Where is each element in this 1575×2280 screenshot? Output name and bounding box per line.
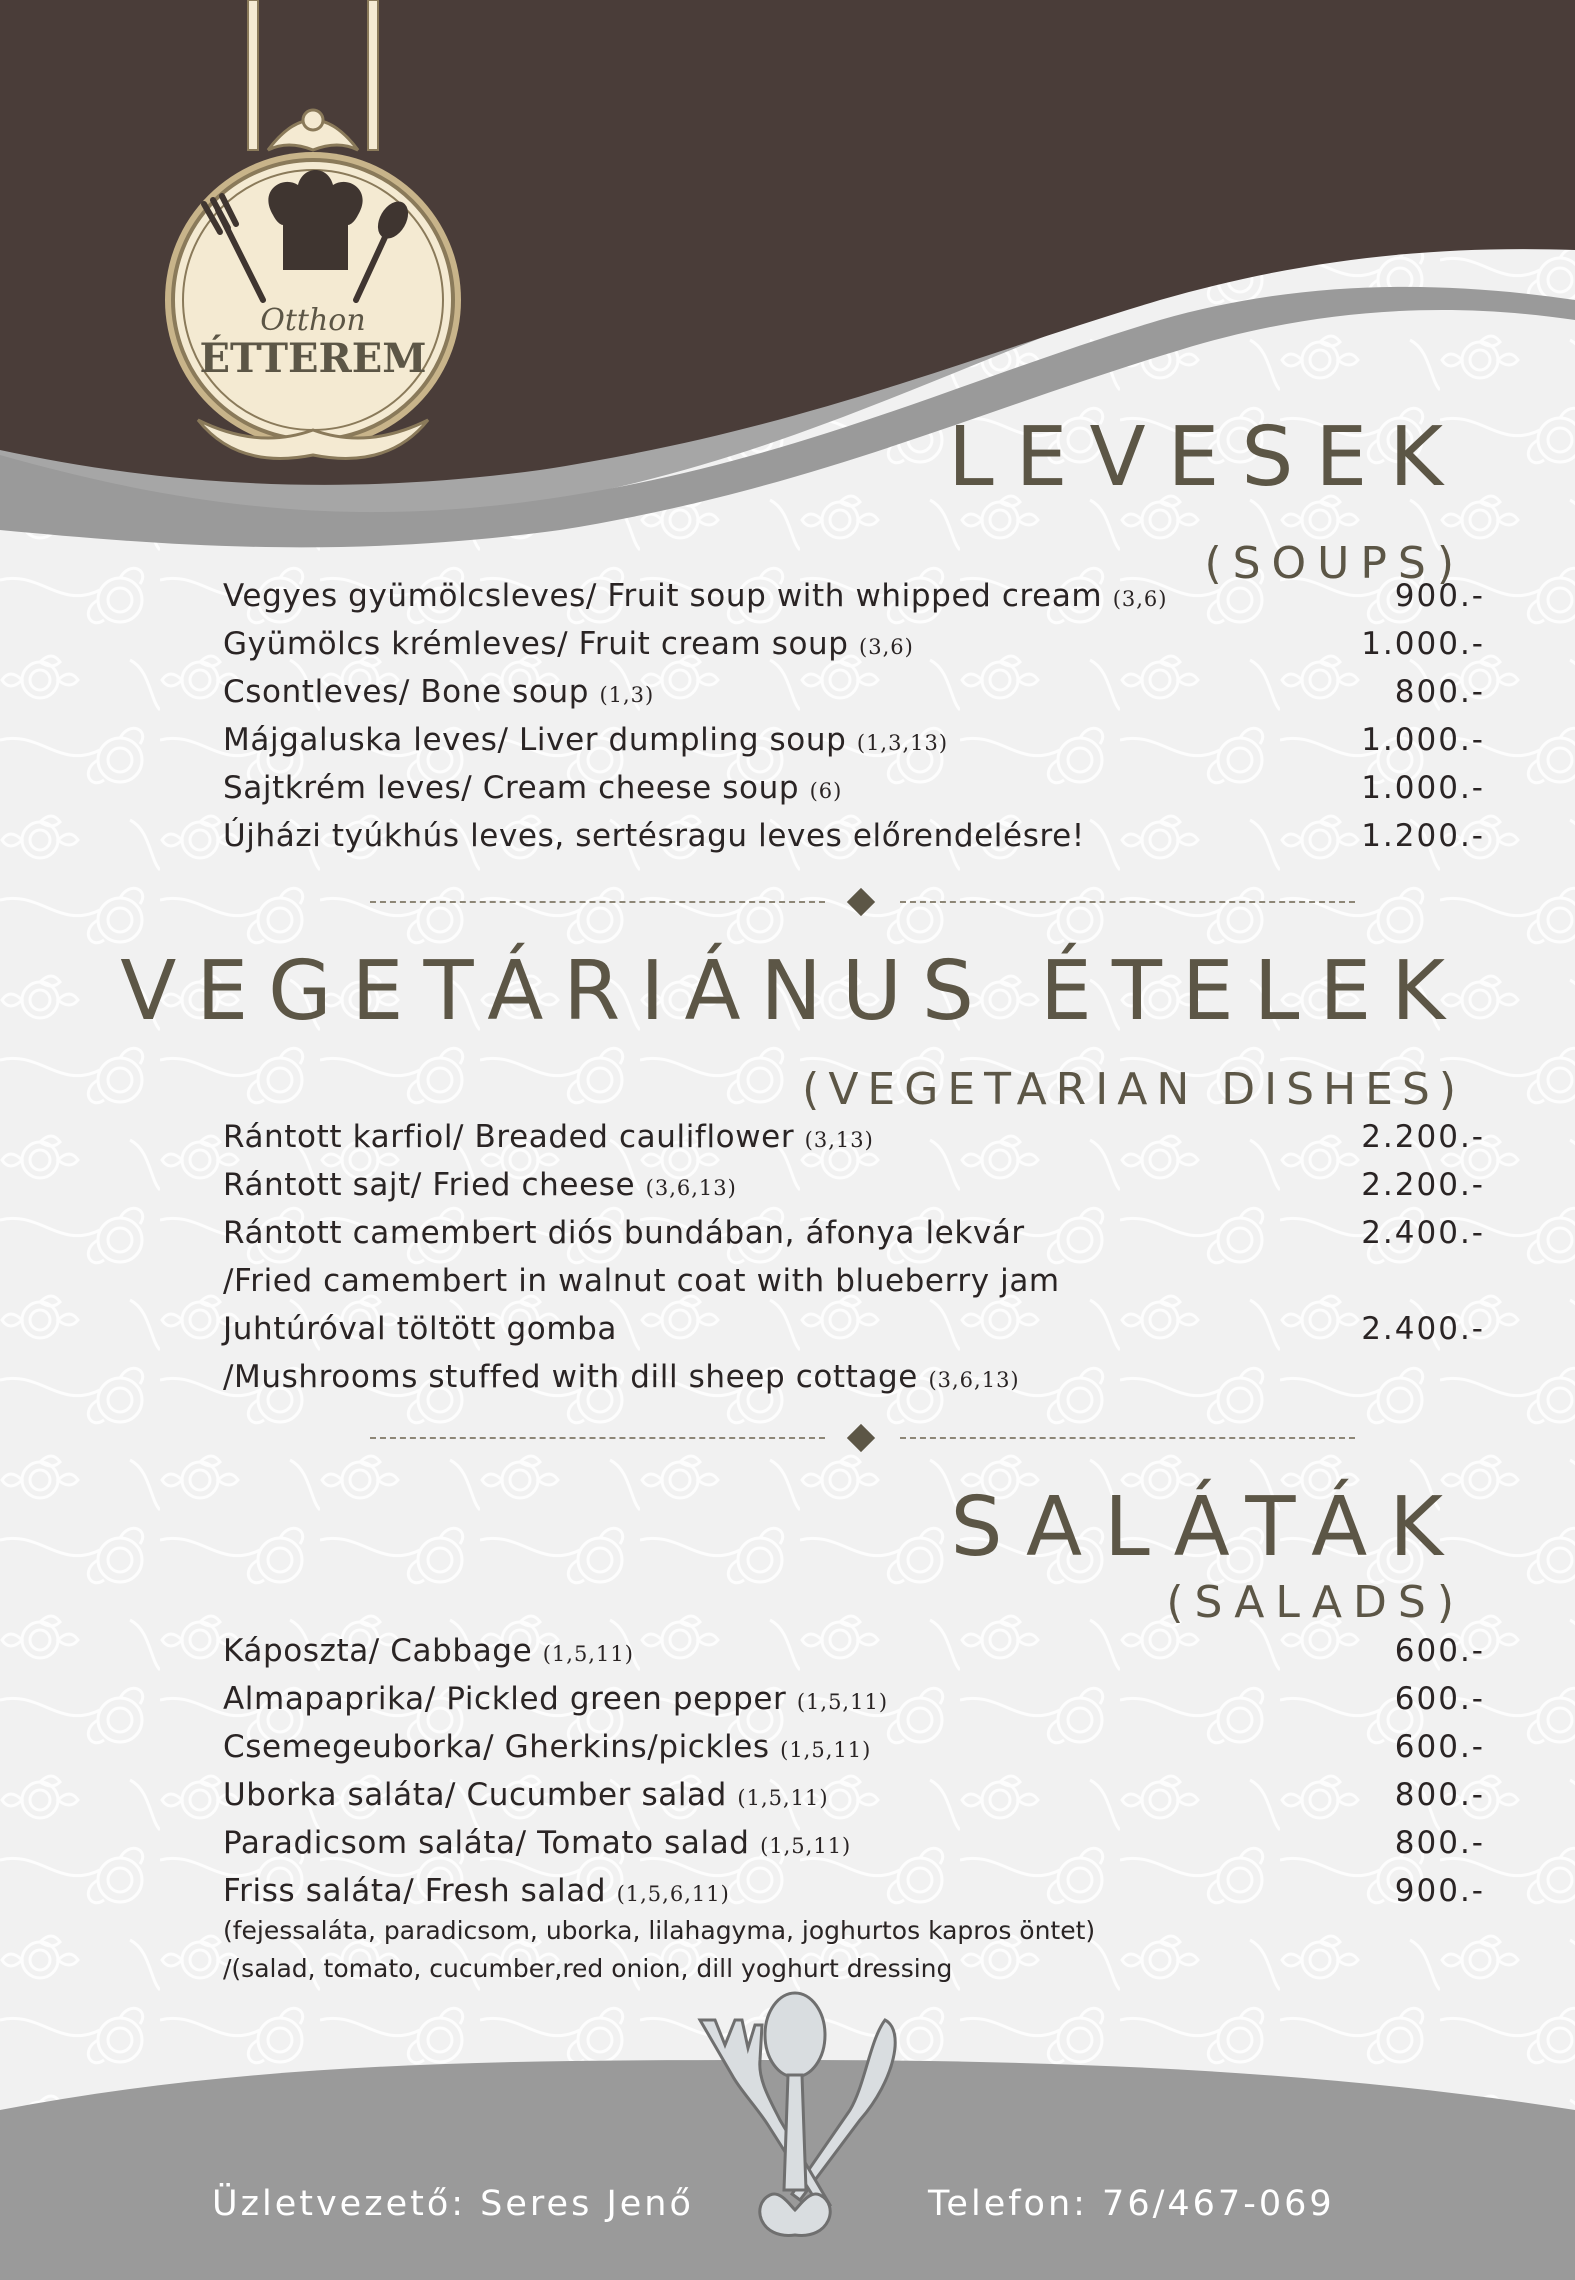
menu-item <box>223 812 1485 860</box>
logo-name-text: ÉTTEREM <box>199 335 427 382</box>
menu-item-allergens: (1,5,11) <box>780 1738 872 1762</box>
salad-notes <box>223 1912 1095 1988</box>
menu-item-price: 2.200.- <box>1361 1167 1485 1203</box>
menu-item <box>223 764 1485 812</box>
menu-item-name: /Fried camembert in walnut coat with blueberry jam <box>223 1263 1060 1299</box>
menu-item-allergens: (3,6) <box>1112 587 1168 611</box>
logo-script-text: Otthon <box>260 303 366 338</box>
menu-item-allergens: (1,5,11) <box>796 1690 889 1714</box>
menu-item <box>223 1353 1485 1401</box>
menu-item-price: 1.000.- <box>1361 770 1485 806</box>
diamond-icon <box>847 888 875 916</box>
menu-item-price: 2.400.- <box>1361 1215 1485 1251</box>
menu-item <box>223 1723 1485 1771</box>
section-subtitle-vegetarian: (VEGETARIAN DISHES) <box>802 1064 1465 1115</box>
menu-item-name: Paradicsom saláta/ Tomato salad <box>223 1825 750 1861</box>
menu-item-allergens: (3,13) <box>804 1128 874 1152</box>
menu-item-price: 800.- <box>1394 674 1485 710</box>
section-subtitle-soups: (SOUPS) <box>1204 538 1465 589</box>
menu-item <box>223 1627 1485 1675</box>
menu-item <box>223 1305 1485 1353</box>
menu-item-price: 800.- <box>1394 1825 1485 1861</box>
menu-item-name: Gyümölcs krémleves/ Fruit cream soup <box>223 626 849 662</box>
menu-item-price: 1.200.- <box>1361 818 1485 854</box>
menu-item-allergens: (1,3,13) <box>856 731 949 755</box>
salads-list <box>223 1627 1485 1915</box>
menu-item-price: 2.200.- <box>1361 1119 1485 1155</box>
menu-item-price: 900.- <box>1394 578 1485 614</box>
section-divider <box>370 887 1355 917</box>
menu-item-price: 1.000.- <box>1361 722 1485 758</box>
menu-item-allergens: (3,6,13) <box>928 1368 1020 1392</box>
menu-item <box>223 668 1485 716</box>
menu-item-price: 600.- <box>1394 1681 1485 1717</box>
menu-item-name: Rántott sajt/ Fried cheese <box>223 1167 636 1203</box>
menu-item-allergens: (3,6,13) <box>645 1176 737 1200</box>
menu-item <box>223 716 1485 764</box>
menu-item <box>223 1257 1485 1305</box>
menu-item-price: 600.- <box>1394 1729 1485 1765</box>
menu-item-name: Vegyes gyümölcsleves/ Fruit soup with whipped cream <box>223 578 1103 614</box>
menu-item-name: Almapaprika/ Pickled green pepper <box>223 1681 787 1717</box>
menu-item <box>223 1113 1485 1161</box>
menu-item-price: 800.- <box>1394 1777 1485 1813</box>
menu-item <box>223 1771 1485 1819</box>
menu-item-allergens: (1,5,11) <box>737 1786 829 1810</box>
section-divider <box>370 1423 1355 1453</box>
diamond-icon <box>847 1424 875 1452</box>
menu-item-name: Uborka saláta/ Cucumber salad <box>223 1777 727 1813</box>
menu-item-price: 900.- <box>1394 1873 1485 1909</box>
menu-item <box>223 1819 1485 1867</box>
menu-item <box>223 1209 1485 1257</box>
menu-item-name: Újházi tyúkhús leves, sertésragu leves előrendelésre! <box>223 818 1085 854</box>
menu-item-name: Káposzta/ Cabbage <box>223 1633 533 1669</box>
menu-item-price: 600.- <box>1394 1633 1485 1669</box>
menu-item-name: Sajtkrém leves/ Cream cheese soup <box>223 770 800 806</box>
menu-item <box>223 572 1485 620</box>
cutlery-icon <box>680 1990 920 2250</box>
vegetarian-list <box>223 1113 1485 1401</box>
menu-item-name: Csemegeuborka/ Gherkins/pickles <box>223 1729 770 1765</box>
menu-item-allergens: (6) <box>809 779 843 803</box>
menu-item-name: /Mushrooms stuffed with dill sheep cottage <box>223 1359 918 1395</box>
section-title-salads: SALÁTÁK <box>950 1480 1465 1575</box>
salad-note-en: /(salad, tomato, cucumber,red onion, dill yoghurt dressing <box>223 1954 953 1983</box>
menu-item-allergens: (1,5,11) <box>542 1642 634 1666</box>
menu-item-allergens: (1,3) <box>599 683 655 707</box>
menu-item <box>223 1161 1485 1209</box>
menu-item-name: Rántott karfiol/ Breaded cauliflower <box>223 1119 795 1155</box>
menu-item-allergens: (3,6) <box>859 635 914 659</box>
menu-item-name: Csontleves/ Bone soup <box>223 674 589 710</box>
menu-item <box>223 1867 1485 1915</box>
menu-item-name: Rántott camembert diós bundában, áfonya lekvár <box>223 1215 1025 1251</box>
menu-item <box>223 620 1485 668</box>
section-title-soups: LEVESEK <box>947 410 1465 505</box>
menu-item-price: 2.400.- <box>1361 1311 1485 1347</box>
section-title-vegetarian: VEGETÁRIÁNUS ÉTELEK <box>120 944 1465 1039</box>
footer-manager: Üzletvezető: Seres Jenő <box>212 2184 694 2224</box>
menu-item-name: Májgaluska leves/ Liver dumpling soup <box>223 722 847 758</box>
section-subtitle-salads: (SALADS) <box>1166 1577 1465 1628</box>
menu-item-allergens: (1,5,6,11) <box>616 1882 730 1906</box>
soups-list <box>223 572 1485 860</box>
menu-item-price: 1.000.- <box>1361 626 1485 662</box>
menu-item-name: Juhtúróval töltött gomba <box>223 1311 618 1347</box>
menu-item-name: Friss saláta/ Fresh salad <box>223 1873 607 1909</box>
restaurant-logo <box>158 0 468 470</box>
salad-note-hu: (fejessaláta, paradicsom, uborka, lilahagyma, joghurtos kapros öntet) <box>223 1916 1096 1945</box>
footer-phone: Telefon: 76/467-069 <box>928 2184 1335 2224</box>
menu-item <box>223 1675 1485 1723</box>
menu-item-allergens: (1,5,11) <box>760 1834 852 1858</box>
